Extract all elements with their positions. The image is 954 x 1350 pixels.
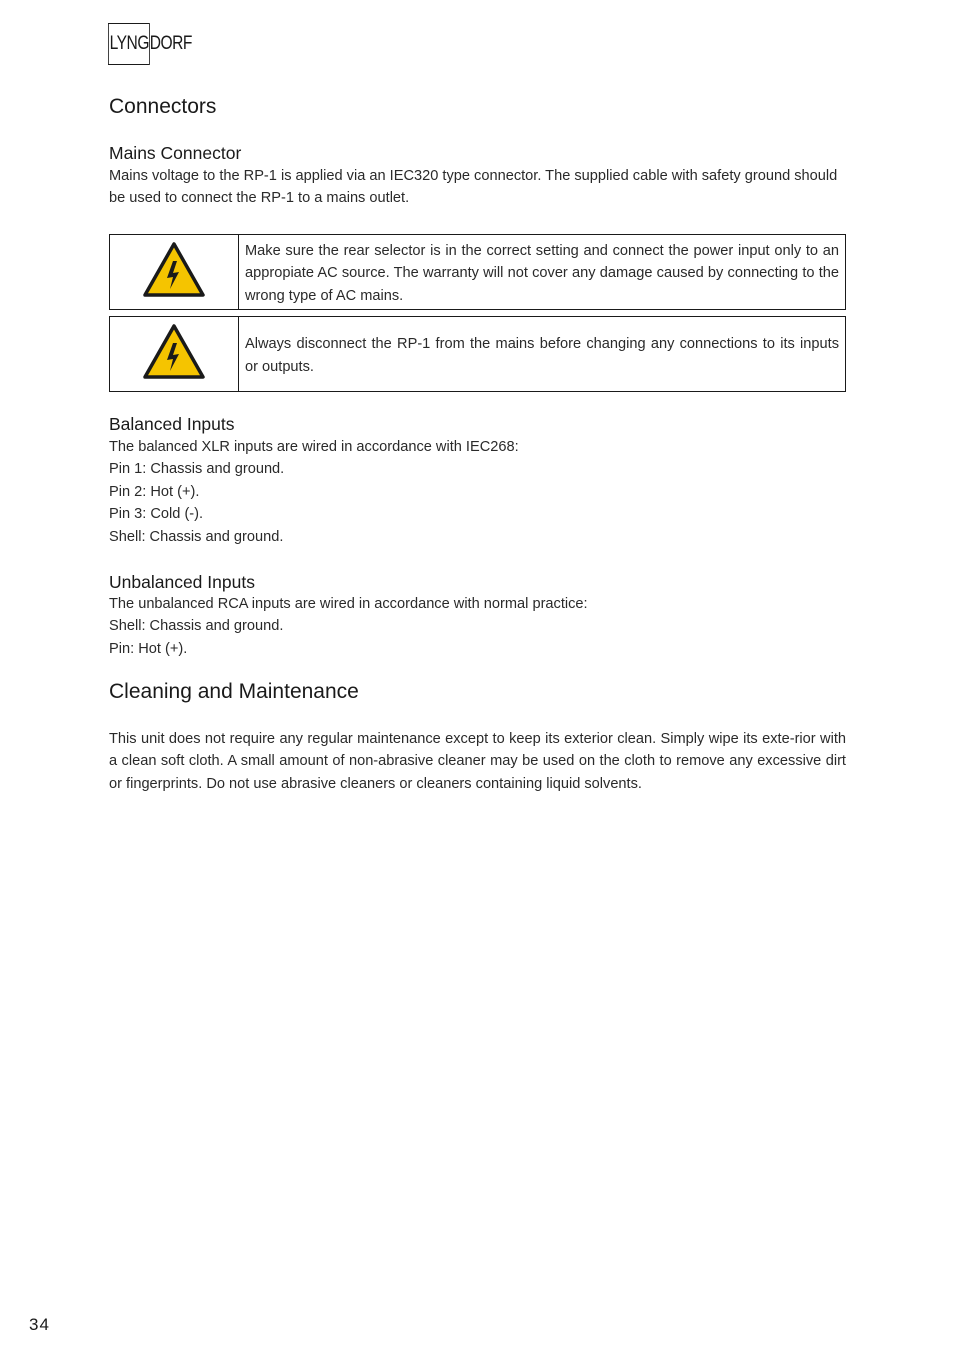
warning-text: Always disconnect the RP-1 from the mains before changing any connections to its inputs or outputs. xyxy=(245,336,839,375)
mains-connector-section xyxy=(109,142,846,210)
unbalanced-line: Pin: Hot (+). xyxy=(109,640,188,657)
balanced-inputs-section xyxy=(109,413,846,548)
brand-logo xyxy=(108,23,192,65)
warning-text-cell xyxy=(239,317,845,391)
warning-icon-cell xyxy=(110,317,239,391)
warning-box-1 xyxy=(109,234,846,310)
connectors-section xyxy=(109,94,846,120)
warning-text: Make sure the rear selector is in the correct setting and connect the power input only to an appropiate AC source. The warranty will not cover any damage caused by connecting to the wrong type of AC mains. xyxy=(245,242,839,304)
warning-text-cell xyxy=(239,235,845,309)
page-number: 34 xyxy=(29,1315,50,1334)
unbalanced-line: The unbalanced RCA inputs are wired in accordance with normal practice: xyxy=(109,596,588,612)
unbalanced-line: Shell: Chassis and ground. xyxy=(109,618,284,635)
warning-box-2 xyxy=(109,316,846,392)
logo-text-part1: LYNG xyxy=(109,33,149,54)
mains-connector-text: Mains voltage to the RP-1 is applied via an IEC320 type connector. The supplied cable with safety ground should be used to connect the RP-1 to a mains outlet. xyxy=(109,168,838,207)
balanced-line: Pin 3: Cold (-). xyxy=(109,506,204,523)
balanced-inputs-heading: Balanced Inputs xyxy=(109,414,235,434)
cleaning-text: This unit does not require any regular maintenance except to keep its exterior clean. Simply wipe its exte-rior with a clean soft cloth. A small amount of non-abrasive cleaner may be used on the cloth to remove any excessive dirt or fingerprints. Do not use abrasive cleaners or cleaners containing liquid solvents. xyxy=(109,731,846,792)
high-voltage-warning-icon xyxy=(142,241,206,304)
unbalanced-inputs-section xyxy=(109,571,846,660)
high-voltage-warning-icon xyxy=(142,323,206,386)
mains-connector-heading: Mains Connector xyxy=(109,143,242,163)
cleaning-section xyxy=(109,679,846,795)
warning-icon-cell xyxy=(110,235,239,309)
cleaning-heading: Cleaning and Maintenance xyxy=(109,680,359,703)
logo-text-part2: DORF xyxy=(149,33,192,54)
connectors-heading: Connectors xyxy=(109,95,217,118)
balanced-line: The balanced XLR inputs are wired in accordance with IEC268: xyxy=(109,439,519,455)
balanced-line: Pin 2: Hot (+). xyxy=(109,483,200,500)
logo-box xyxy=(108,23,150,65)
balanced-line: Pin 1: Chassis and ground. xyxy=(109,461,285,478)
unbalanced-inputs-heading: Unbalanced Inputs xyxy=(109,572,255,592)
balanced-line: Shell: Chassis and ground. xyxy=(109,528,284,545)
